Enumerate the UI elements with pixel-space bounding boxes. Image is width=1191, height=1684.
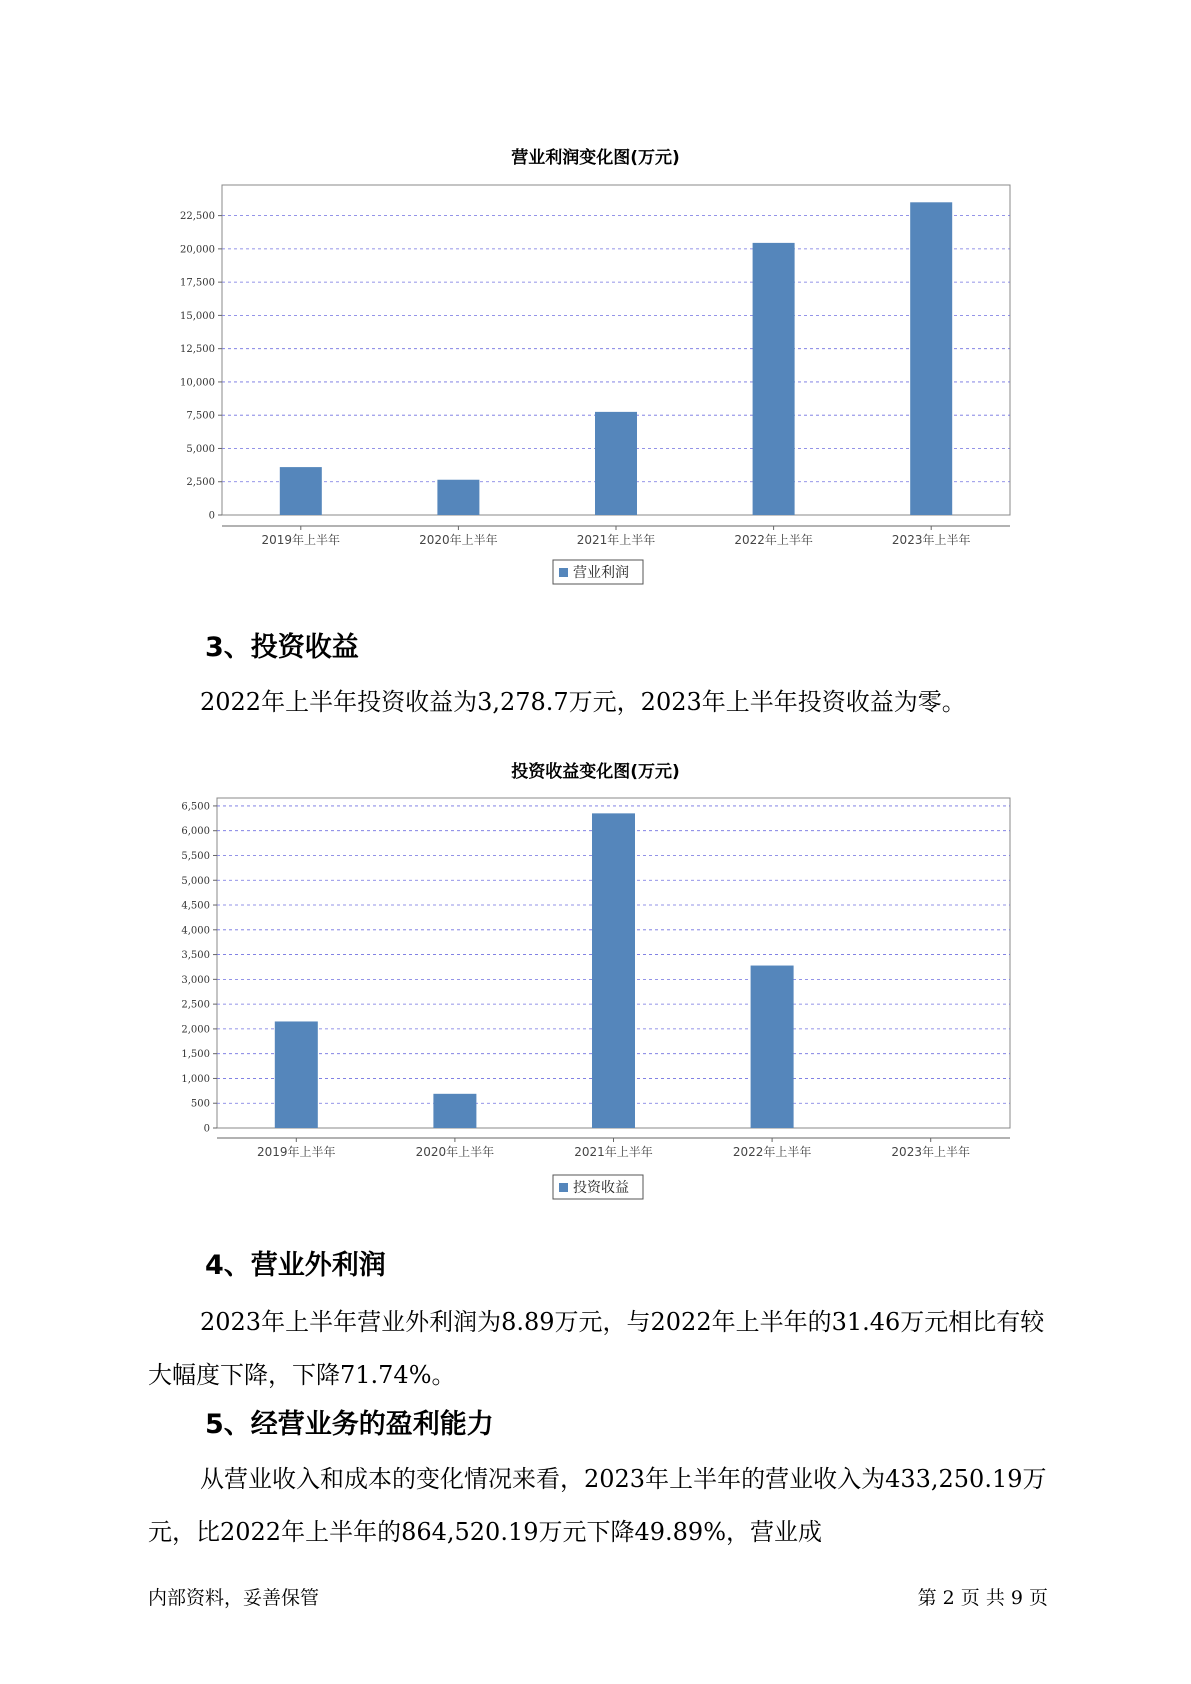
bar: [275, 1021, 318, 1128]
y-tick-label: 6,500: [181, 801, 210, 813]
x-tick-label: 2023年上半年: [891, 533, 971, 547]
legend-swatch: [559, 568, 568, 577]
footer-page-number: 第 2 页 共 9 页: [917, 1587, 1048, 1609]
chart1-title: 营业利润变化图(万元): [511, 148, 680, 168]
bar: [280, 467, 322, 515]
y-tick-label: 7,500: [186, 410, 215, 422]
y-tick-label: 2,000: [181, 1024, 210, 1036]
x-tick-label: 2020年上半年: [415, 1145, 495, 1159]
y-tick-label: 4,500: [181, 900, 210, 912]
bar: [910, 202, 952, 515]
y-tick-label: 20,000: [180, 244, 215, 256]
x-tick-label: 2019年上半年: [257, 1145, 336, 1159]
bar: [592, 813, 635, 1128]
section4-paragraph: 2023年上半年营业外利润为8.89万元，与2022年上半年的31.46万元相比有较大幅度下降，下降71.74%。: [148, 1308, 1045, 1389]
chart2-title: 投资收益变化图(万元): [511, 762, 680, 782]
y-tick-label: 1,000: [181, 1073, 210, 1085]
y-tick-label: 0: [208, 510, 215, 522]
legend-label: 投资收益: [573, 1180, 629, 1196]
y-tick-label: 1,500: [181, 1049, 210, 1061]
y-tick-label: 3,000: [181, 974, 210, 986]
legend: [553, 1175, 643, 1199]
legend-swatch: [559, 1183, 568, 1192]
section5-heading: 5、经营业务的盈利能力: [205, 1409, 494, 1440]
section5-paragraph: 从营业收入和成本的变化情况来看，2023年上半年的营业收入为433,250.19万元，比2022年上半年的864,520.19万元下降49.89%，营业成: [148, 1465, 1047, 1546]
y-tick-label: 0: [203, 1123, 210, 1135]
x-tick-label: 2023年上半年: [891, 1145, 970, 1159]
footer-confidential-note: 内部资料，妥善保管: [148, 1587, 320, 1609]
y-tick-label: 6,000: [181, 826, 210, 838]
investment-income-chart: [0, 785, 1191, 1205]
legend: [553, 560, 643, 584]
x-tick-label: 2021年上半年: [574, 1145, 653, 1159]
section4-heading: 4、营业外利润: [205, 1250, 386, 1281]
bar: [753, 243, 795, 515]
section3-heading: 3、投资收益: [205, 632, 359, 663]
y-tick-label: 5,000: [181, 875, 210, 887]
y-tick-label: 17,500: [180, 277, 215, 289]
bar: [437, 480, 479, 515]
y-tick-label: 5,500: [181, 850, 210, 862]
y-tick-label: 2,500: [186, 477, 215, 489]
operating-profit-chart: [0, 170, 1191, 580]
x-tick-label: 2022年上半年: [734, 533, 813, 547]
x-tick-label: 2020年上半年: [419, 533, 498, 547]
y-tick-label: 10,000: [180, 377, 215, 389]
x-tick-label: 2021年上半年: [576, 533, 656, 547]
y-tick-label: 3,500: [181, 950, 210, 962]
y-tick-label: 5,000: [186, 443, 215, 455]
x-tick-label: 2019年上半年: [261, 533, 341, 547]
bar: [751, 966, 794, 1128]
x-tick-label: 2022年上半年: [732, 1145, 812, 1159]
y-tick-label: 15,000: [180, 310, 215, 322]
y-tick-label: 4,000: [181, 925, 210, 937]
y-tick-label: 500: [190, 1098, 210, 1110]
bar: [433, 1094, 476, 1128]
y-tick-label: 22,500: [180, 211, 215, 223]
legend-label: 营业利润: [573, 565, 629, 581]
y-tick-label: 2,500: [181, 999, 210, 1011]
bar: [595, 412, 637, 515]
section3-paragraph: 2022年上半年投资收益为3,278.7万元，2023年上半年投资收益为零。: [200, 688, 966, 716]
y-tick-label: 12,500: [180, 344, 215, 356]
